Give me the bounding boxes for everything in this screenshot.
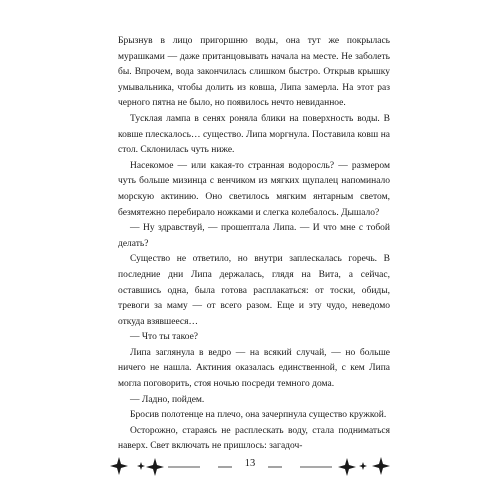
page-number: 13	[244, 458, 256, 469]
paragraph-8: — Ладно, пойдем.	[130, 394, 205, 405]
page-body	[118, 34, 390, 455]
page-footer	[0, 453, 500, 479]
sparkle-star-icon	[110, 457, 128, 475]
sparkle-star-icon	[146, 458, 164, 476]
paragraph-9: Бросив полотенце на плечо, она зачерпнула существо кружкой.	[130, 410, 387, 421]
paragraph-5: Существо не ответило, но внутри заплескалась горечь. В последние дни Липа держалась, глядя на Вита, а сейчас, оставшись одна, была готова расплакаться: от тоски, обиды, тревоги за маму — от всего разом. Еще и эту чудо, неведомо откуда взявшееся…	[118, 254, 390, 327]
paragraph-10: Осторожно, стараясь не расплескать воду, стала подниматься наверх. Свет включать не пришлось: загадоч-	[118, 425, 390, 452]
small-star-icon	[359, 462, 367, 470]
sparkle-star-icon	[372, 457, 390, 475]
paragraph-1: Брызнув в лицо пригоршню воды, она тут же покрылась мурашками — даже пританцовывать начала на месте. Не заболеть бы. Впрочем, вода закончилась слишком быстро. Открыв крышку умывальника, чтобы долить из ковша, Липа замерла. На этот раз черного пятна не было, но появилось нечто невиданное.	[118, 36, 390, 109]
paragraph-7: Липа заглянула в ведро — на всякий случай, — но больше ничего не нашла. Актиния оказалась единственной, с кем Липа могла поговорить, стоя ночью посреди темного дома.	[118, 347, 390, 390]
paragraph-3: Насекомое — или какая-то странная водоросль? — размером чуть больше мизинца с венчиком из мягких щупалец напоминало морскую актинию. Оно светилось мягким янтарным светом, безмятежно перебирало ножками и слегка колебалось. Дышало?	[118, 160, 390, 218]
crescent-moon-icon	[206, 459, 214, 475]
sparkle-star-icon	[338, 458, 356, 476]
paragraph-6: — Что ты такое?	[130, 332, 199, 343]
small-star-icon	[137, 462, 145, 470]
paragraph-2: Тусклая лампа в сенях роняла блики на поверхность воды. В ковше плескалось… существо. Липа моргнула. Поставила ковш на стол. Склонилась чуть ниже.	[118, 113, 390, 156]
crescent-moon-icon	[286, 459, 294, 475]
paragraph-4: — Ну здравствуй, — прошептала Липа. — И что мне с тобой делать?	[118, 223, 390, 249]
